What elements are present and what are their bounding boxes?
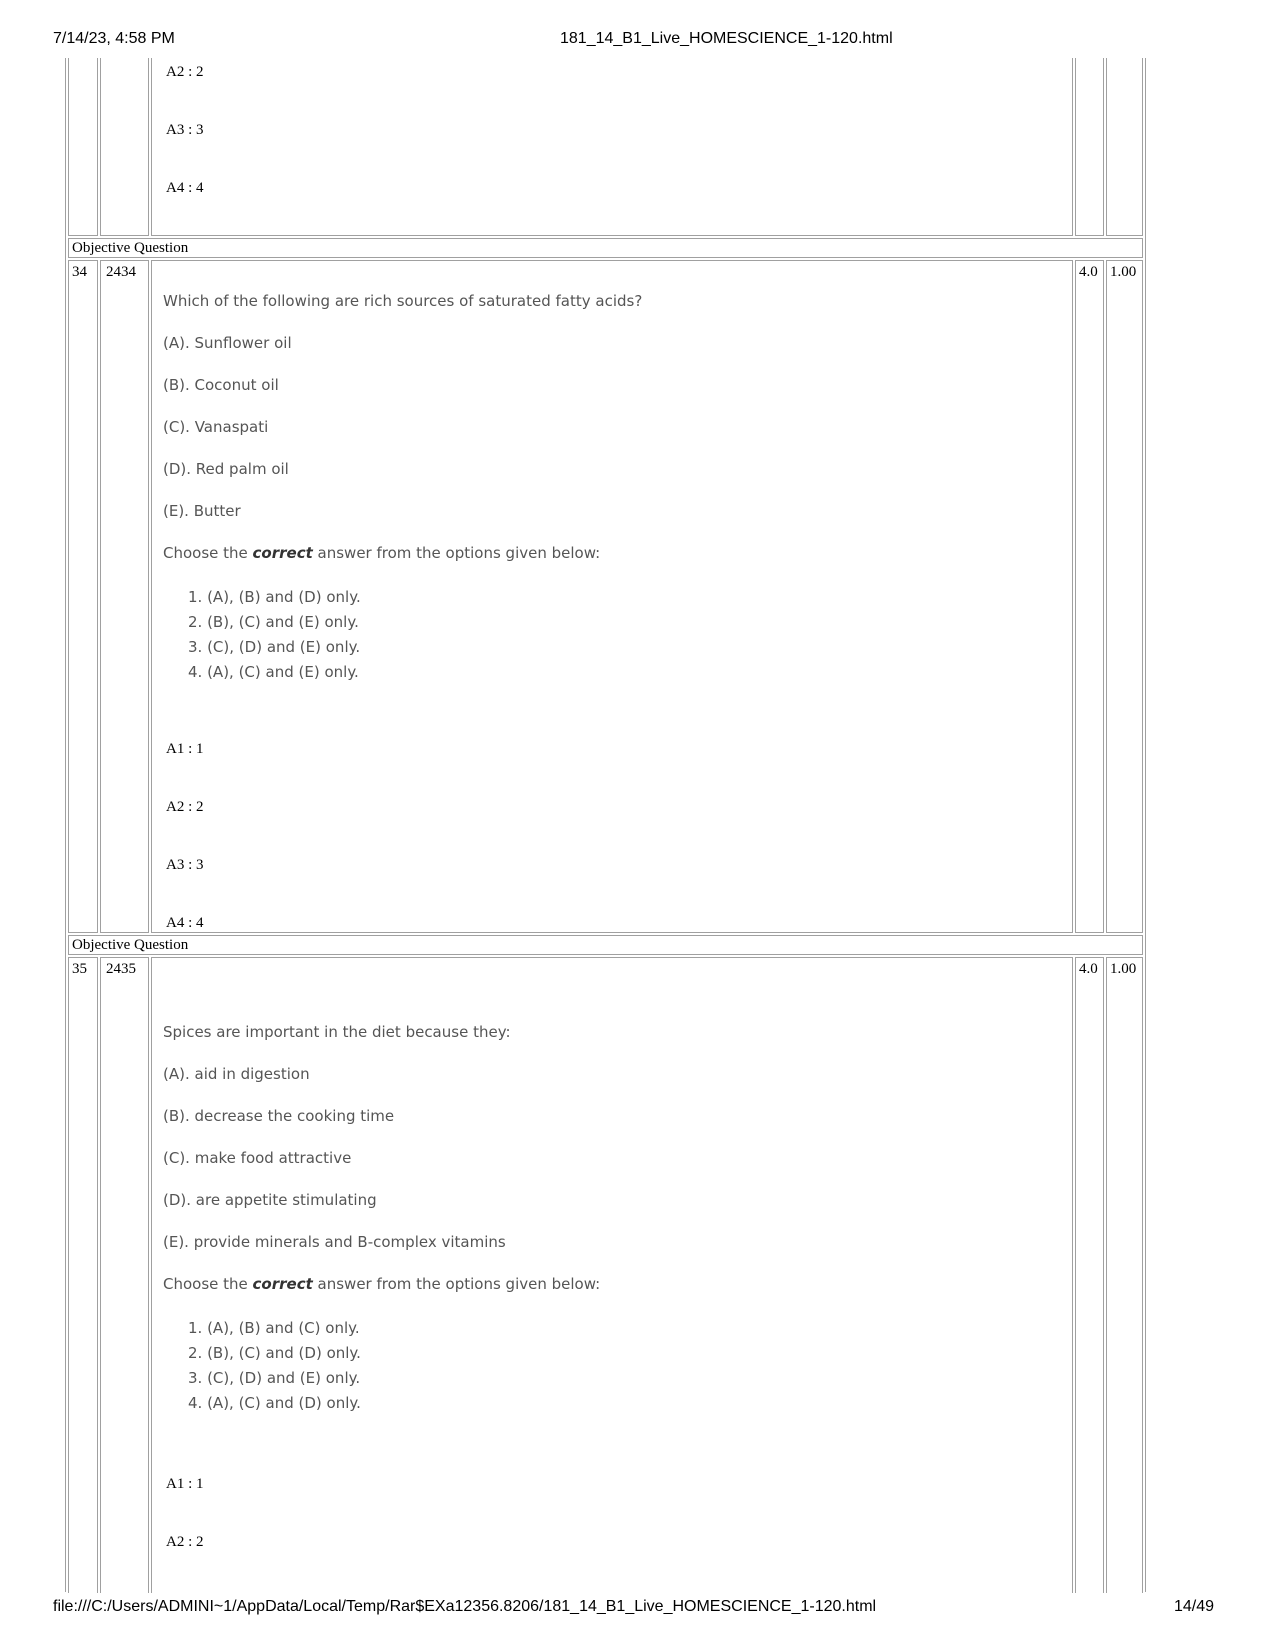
- question-stem: Spices are important in the diet because they:: [163, 1023, 511, 1041]
- print-datetime: 7/14/23, 4:58 PM: [53, 30, 175, 47]
- question-id: 2435: [106, 961, 136, 977]
- option-list: [188, 585, 361, 685]
- choose-instruction-emphasis: correct: [252, 1275, 313, 1293]
- print-footer: [0, 1596, 1275, 1620]
- section-row: [68, 935, 1143, 955]
- statement-item: (E). provide minerals and B-complex vitamins: [163, 1233, 506, 1251]
- q35-sno-cell: [68, 957, 98, 1593]
- choose-instruction: [163, 544, 600, 562]
- prev-marks-cell: [1075, 58, 1104, 236]
- statement-item: (C). Vanaspati: [163, 418, 269, 436]
- option-item: 1. (A), (B) and (D) only.: [188, 588, 361, 606]
- print-header: [0, 28, 1275, 52]
- answer-option: A1 : 1: [166, 741, 204, 757]
- option-item: 3. (C), (D) and (E) only.: [188, 638, 361, 656]
- q35-marks-cell: [1075, 957, 1104, 1593]
- question-negative-marks: 1.00: [1110, 961, 1137, 977]
- statement-item: (D). are appetite stimulating: [163, 1191, 377, 1209]
- choose-instruction-text: Choose the: [163, 544, 253, 562]
- section-label: Objective Question: [72, 937, 189, 953]
- option-list: [188, 1316, 361, 1416]
- choose-instruction-emphasis: correct: [252, 544, 313, 562]
- answer-option: A3 : 3: [166, 857, 204, 873]
- option-item: 2. (B), (C) and (D) only.: [188, 1344, 361, 1362]
- option-item: 4. (A), (C) and (E) only.: [188, 663, 359, 681]
- answer-option: A4 : 4: [166, 915, 204, 931]
- q35-qid-cell: [100, 957, 149, 1593]
- statement-item: (B). decrease the cooking time: [163, 1107, 395, 1125]
- question-negative-marks: 1.00: [1110, 264, 1137, 280]
- answer-option: A2 : 2: [166, 799, 204, 815]
- option-item: 1. (A), (B) and (C) only.: [188, 1319, 360, 1337]
- q34-marks-cell: [1075, 260, 1104, 933]
- question-marks: 4.0: [1079, 961, 1098, 977]
- statement-item: (B). Coconut oil: [163, 376, 279, 394]
- statement-item: (C). make food attractive: [163, 1149, 352, 1167]
- prev-content-cell: [151, 58, 1073, 236]
- question-id: 2434: [106, 264, 136, 280]
- choose-instruction-text: Choose the: [163, 1275, 253, 1293]
- choose-instruction: [163, 1275, 600, 1293]
- question-number: 35: [72, 961, 87, 977]
- q35-neg-cell: [1106, 957, 1143, 1593]
- answer-option: A1 : 1: [166, 1476, 204, 1492]
- question-number: 34: [72, 264, 87, 280]
- choose-instruction-text: answer from the options given below:: [312, 1275, 601, 1293]
- answer-option: A3 : 3: [166, 122, 204, 138]
- statement-item: (A). Sunflower oil: [163, 334, 292, 352]
- question-marks: 4.0: [1079, 264, 1098, 280]
- print-filename: 181_14_B1_Live_HOMESCIENCE_1-120.html: [560, 30, 893, 47]
- statement-item: (E). Butter: [163, 502, 241, 520]
- q34-qid-cell: [100, 260, 149, 933]
- prev-neg-cell: [1106, 58, 1143, 236]
- choose-instruction-text: answer from the options given below:: [312, 544, 601, 562]
- section-label: Objective Question: [72, 240, 189, 256]
- question-stem: Which of the following are rich sources of saturated fatty acids?: [163, 292, 643, 310]
- prev-qid-cell: [100, 58, 149, 236]
- statement-item: (A). aid in digestion: [163, 1065, 310, 1083]
- q34-neg-cell: [1106, 260, 1143, 933]
- option-item: 2. (B), (C) and (E) only.: [188, 613, 359, 631]
- prev-sno-cell: [68, 58, 98, 236]
- statement-item: (D). Red palm oil: [163, 460, 289, 478]
- print-page-number: 14/49: [1174, 1598, 1215, 1615]
- answer-option: A4 : 4: [166, 180, 204, 196]
- print-file-path: file:///C:/Users/ADMINI~1/AppData/Local/Temp/Rar$EXa12356.8206/181_14_B1_Live_HOMESCIENCE_1-120.html: [53, 1598, 877, 1615]
- option-item: 3. (C), (D) and (E) only.: [188, 1369, 361, 1387]
- section-row: [68, 238, 1143, 258]
- answer-option: A2 : 2: [166, 1534, 204, 1550]
- option-item: 4. (A), (C) and (D) only.: [188, 1394, 361, 1412]
- q34-sno-cell: [68, 260, 98, 933]
- answer-option: A2 : 2: [166, 64, 204, 80]
